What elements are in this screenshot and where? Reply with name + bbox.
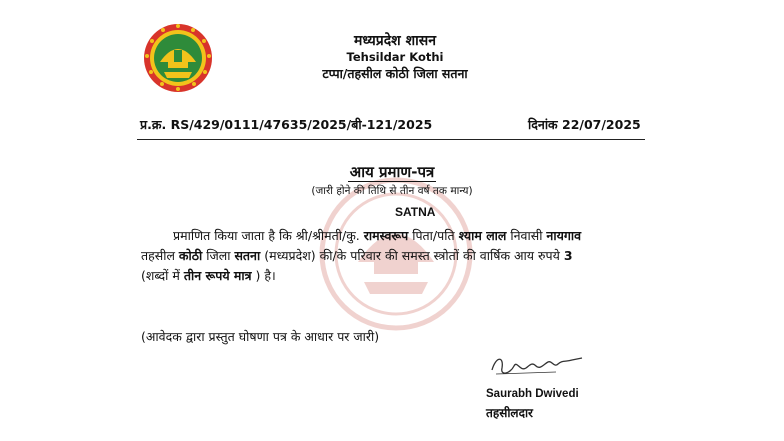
header-divider (137, 139, 645, 140)
signatory-name: Saurabh Dwivedi (486, 388, 579, 400)
date-value: 22/07/2025 (562, 117, 641, 132)
office-header (300, 32, 490, 82)
mp-government-emblem-icon (142, 22, 214, 94)
reference-sub: /बी-121/2025 (346, 117, 433, 132)
village-name: नायगाव (546, 228, 582, 243)
father-name: श्याम लाल (458, 228, 507, 243)
certificate-title: आय प्रमाण-पत्र (349, 163, 435, 181)
government-name: मध्यप्रदेश शासन (354, 33, 436, 49)
reference-value: RS/429/0111/47635/2025 (170, 117, 347, 132)
issue-basis-note: (आवेदक द्वारा प्रस्तुत घोषणा पत्र के आधार पर जारी) (141, 329, 380, 344)
issue-date (528, 116, 641, 133)
place-mark: SATNA (395, 205, 436, 219)
reference-label: प्र.क्र. (140, 117, 167, 132)
applicant-name: रामस्वरूप (363, 228, 409, 243)
district-name: सतना (234, 248, 261, 263)
date-label: दिनांक (528, 117, 558, 132)
income-amount: 3 (563, 248, 573, 263)
certificate-body: प्रमाणित किया जाता है कि श्री/श्रीमती/कु. रामस्वरूप पिता/पति श्याम लाल निवासी नायगाव तहसील कोठी जिला सतना (मध्यप्रदेश) की/के परिवार की समस्त स्त्रोतों की वार्षिक आय रुपये 3 (शब्दों में तीन रूपये मात्र ) है। (141, 228, 582, 283)
office-place: टप्पा/तहसील कोठी जिला सतना (322, 66, 468, 81)
validity-note: (जारी होने की तिथि से तीन वर्ष तक मान्य) (311, 185, 473, 197)
signature-icon (486, 350, 586, 380)
reference-number (140, 116, 432, 133)
tehsil-name: कोठी (178, 248, 203, 263)
signatory-title: तहसीलदार (486, 406, 533, 420)
income-amount-words: तीन रूपये मात्र (183, 268, 252, 283)
office-name: Tehsildar Kothi (346, 50, 444, 64)
